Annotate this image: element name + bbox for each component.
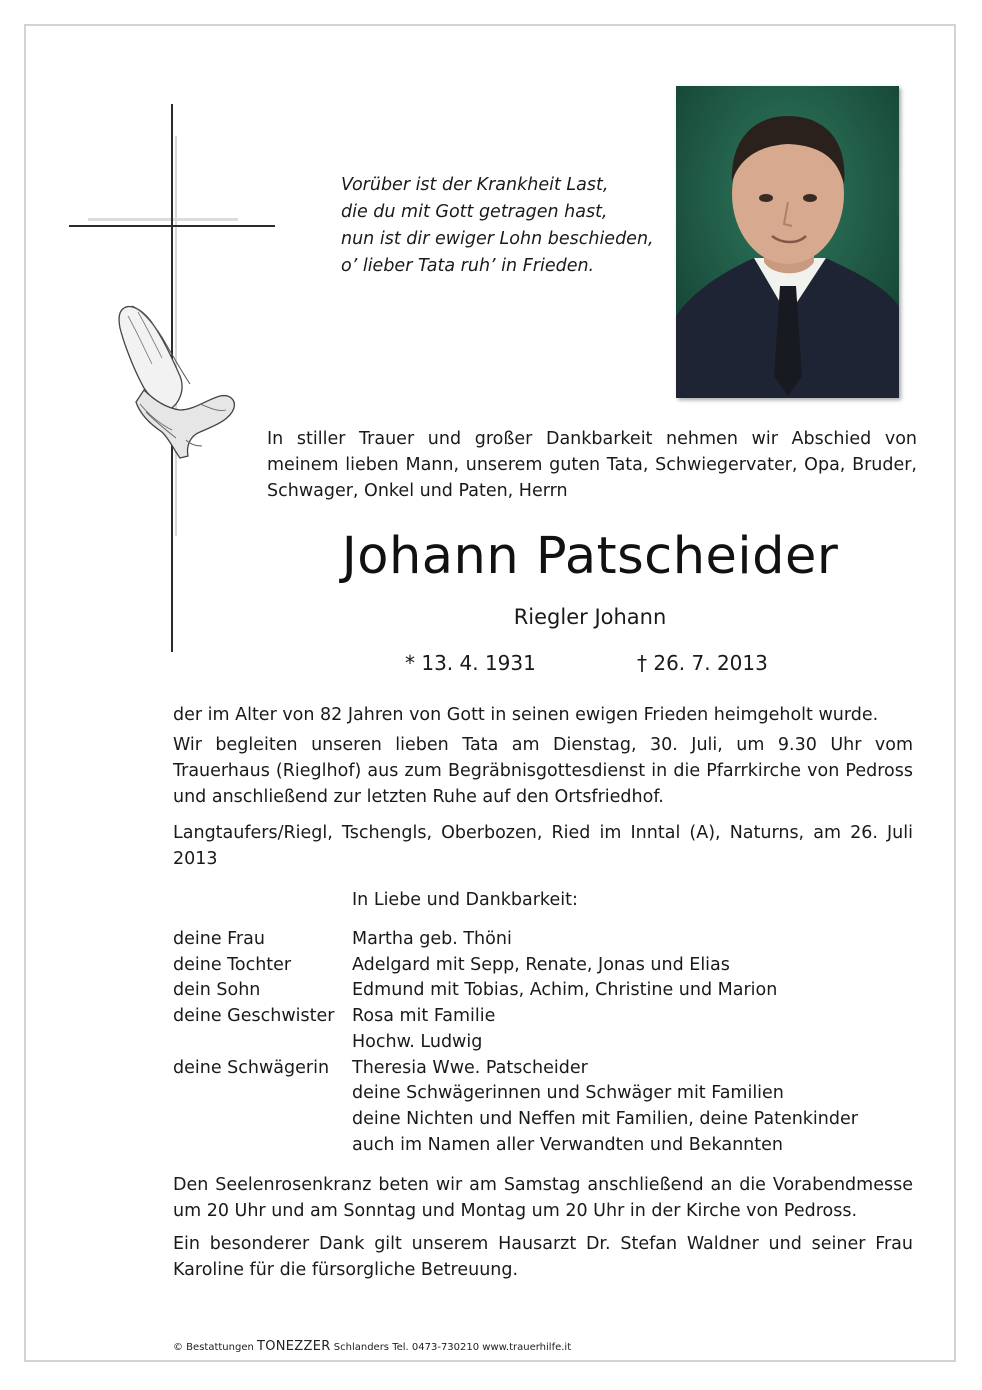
mourner-names: deine Schwägerinnen und Schwäger mit Familien (352, 1083, 784, 1104)
rosary-paragraph: Den Seelenrosenkranz beten wir am Samstag anschließend an die Vorabendmesse um 20 Uhr und am Sonntag und Montag um 20 Uhr in der Kirche von Pedross. (173, 1175, 913, 1221)
mourner-names: Edmund mit Tobias, Achim, Christine und Marion (352, 980, 778, 1001)
relation-label (173, 1081, 352, 1107)
list-item (173, 978, 913, 1004)
relation-label: deine Geschwister (173, 1006, 335, 1027)
relation-label (173, 1107, 352, 1133)
funeral-paragraph: Wir begleiten unseren lieben Tata am Dienstag, 30. Juli, um 9.30 Uhr vom Trauerhaus (Rieglhof) aus zum Begräbnisgottesdienst in die Pfarrkirche von Pedross und anschließend zur letzten Ruhe auf den Ortsfriedhof. (173, 735, 913, 807)
mourner-names: auch im Namen aller Verwandten und Bekannten (352, 1134, 783, 1155)
verse-line: Vorüber ist der Krankheit Last, (341, 175, 609, 195)
mourner-names: Rosa mit Familie (352, 1006, 496, 1027)
praying-hands-icon (110, 300, 240, 460)
relation-label (173, 1133, 352, 1159)
mourner-names: Hochw. Ludwig (352, 1031, 483, 1052)
portrait-photo (676, 86, 899, 398)
death-date: † 26. 7. 2013 (637, 651, 768, 675)
relation-label (173, 1030, 352, 1056)
list-item (173, 1030, 913, 1056)
cross-shadow-horizontal (88, 218, 238, 221)
list-item (173, 1107, 913, 1133)
footer-prefix: © Bestattungen (173, 1342, 254, 1353)
footer-suffix: Schlanders Tel. 0473-730210 www.trauerhilfe.it (333, 1342, 572, 1353)
relation-label: deine Frau (173, 929, 265, 949)
list-item (173, 1081, 913, 1107)
mourner-names: deine Nichten und Neffen mit Familien, deine Patenkinder (352, 1108, 858, 1129)
relation-label: deine Schwägerin (173, 1057, 330, 1078)
mourners-list (173, 927, 913, 1158)
list-item (173, 1056, 913, 1082)
funeral-home-footer (173, 1340, 571, 1355)
relation-label: dein Sohn (173, 980, 261, 1001)
mourner-names: Martha geb. Thöni (352, 929, 512, 949)
footer-brand: TONEZZER (257, 1339, 331, 1354)
cross-horizontal-bar (69, 225, 275, 227)
birth-date: * 13. 4. 1931 (405, 651, 536, 675)
verse-line: die du mit Gott getragen hast, (341, 202, 608, 222)
memorial-verse (341, 172, 654, 280)
verse-line: o’ lieber Tata ruh’ in Frieden. (341, 256, 595, 276)
mourner-names: Theresia Wwe. Patscheider (352, 1057, 588, 1078)
list-item (173, 1004, 913, 1030)
list-item (173, 1133, 913, 1159)
relation-label: deine Tochter (173, 954, 292, 975)
place-date-paragraph: Langtaufers/Riegl, Tschengls, Oberbozen, Ried im Inntal (A), Naturns, am 26. Juli 2013 (173, 823, 913, 869)
intro-paragraph: In stiller Trauer und großer Dankbarkeit nehmen wir Abschied von meinem lieben Mann, unserem guten Tata, Schwiegervater, Opa, Bruder, Schwager, Onkel und Paten, Herrn (267, 429, 917, 501)
thanks-paragraph: Ein besonderer Dank gilt unserem Hausarzt Dr. Stefan Waldner und seiner Frau Karoline für die fürsorgliche Betreuung. (173, 1234, 913, 1280)
verse-line: nun ist dir ewiger Lohn beschieden, (341, 229, 654, 249)
age-paragraph: der im Alter von 82 Jahren von Gott in seinen ewigen Frieden heimgeholt wurde. (173, 705, 879, 725)
list-item (173, 927, 913, 953)
mourner-names: Adelgard mit Sepp, Renate, Jonas und Elias (352, 954, 730, 975)
list-item (173, 953, 913, 979)
deceased-name: Johann Patscheider (341, 527, 839, 586)
deceased-nickname: Riegler Johann (513, 605, 667, 629)
in-love-heading: In Liebe und Dankbarkeit: (352, 890, 578, 910)
